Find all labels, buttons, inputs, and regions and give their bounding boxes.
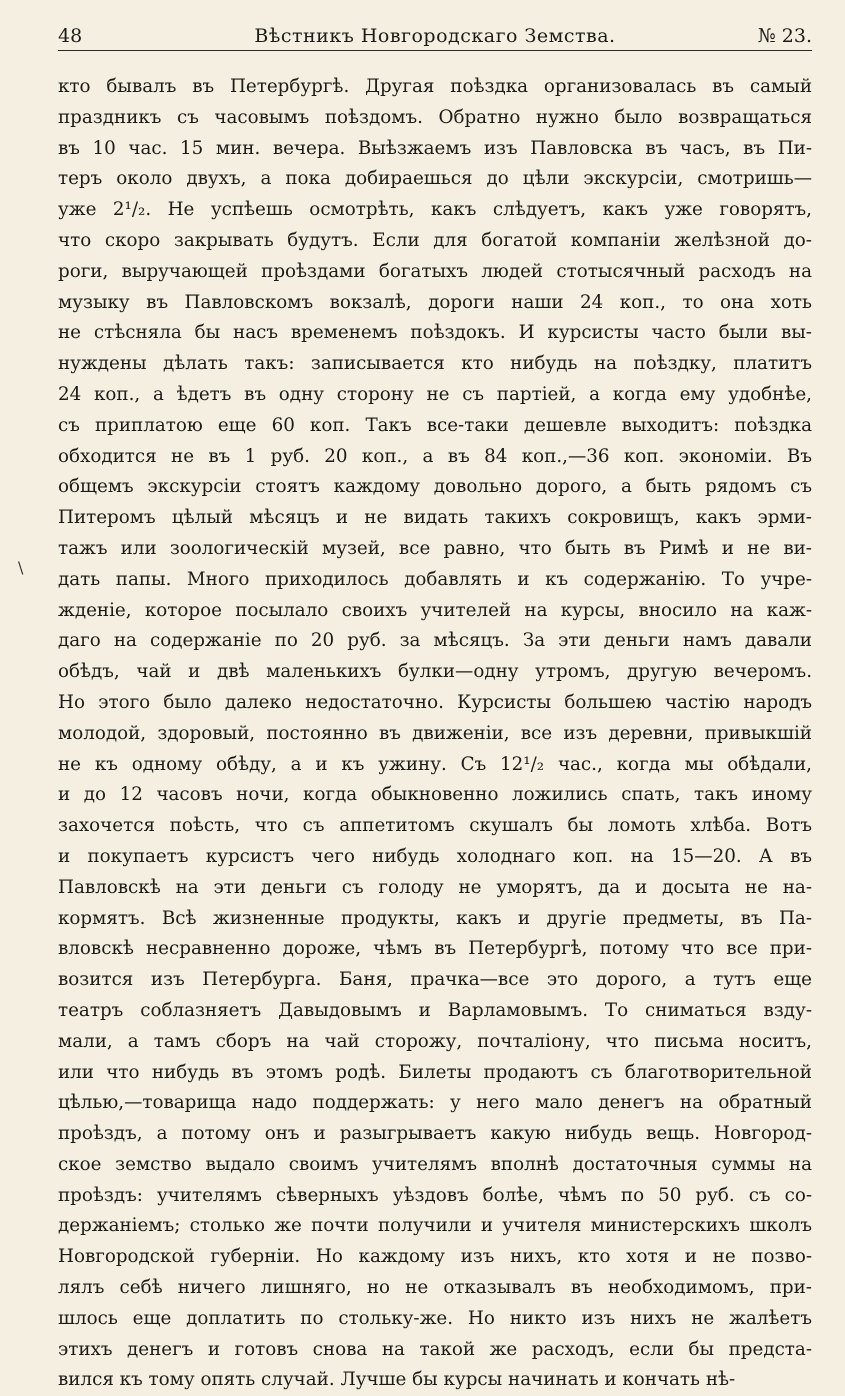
- text-line: съ приплатою еще 60 коп. Такъ все-таки дешевле выходитъ: поѣздка: [58, 414, 812, 436]
- text-line: обходится не въ 1 руб. 20 коп., а въ 84 коп.,—36 коп. экономіи. Въ: [58, 445, 812, 467]
- text-line: мали, а тамъ сборъ на чай сторожу, почталіону, что письма носитъ,: [58, 1030, 812, 1052]
- text-line: Павловскѣ на эти деньги съ голоду не уморятъ, да и досыта не на-: [58, 876, 812, 898]
- text-line: общемъ экскурсіи стоятъ каждому довольно дорого, а быть рядомъ съ: [58, 476, 812, 498]
- text-line: лялъ себѣ ничего лишняго, но не отказывалъ въ необходимомъ, при-: [58, 1277, 812, 1299]
- text-line: 24 коп., а ѣдетъ въ одну сторону не съ партіей, а когда ему удобнѣе,: [58, 383, 812, 405]
- issue-number: № 23.: [757, 25, 812, 47]
- text-line: обѣдъ, чай и двѣ маленькихъ булки—одну утромъ, другую вечеромъ.: [58, 661, 812, 683]
- text-line: въ 10 час. 15 мин. вечера. Выѣзжаемъ изъ Павловска въ часъ, въ Пи-: [58, 137, 812, 159]
- text-line: или что нибудь въ этомъ родѣ. Билеты продаютъ съ благотворительной: [58, 1061, 812, 1083]
- text-line: цѣлью,—товарища надо поддержать: у него мало денегъ на обратный: [58, 1092, 812, 1114]
- text-line: Питеромъ цѣлый мѣсяцъ и не видать такихъ сокровищъ, какъ эрми-: [58, 507, 812, 529]
- text-line: жденіе, которое посылало своихъ учителей на курсы, вносило на каж-: [58, 599, 812, 621]
- text-line: даго на содержаніе по 20 руб. за мѣсяцъ. За эти деньги намъ давали: [58, 630, 812, 652]
- text-line: что скоро закрывать будутъ. Если для богатой компаніи желѣзной до-: [58, 229, 812, 251]
- text-line: не къ одному обѣду, а и къ ужину. Съ 12¹/₂ час., когда мы обѣдали,: [58, 753, 812, 775]
- text-line: и до 12 часовъ ночи, когда обыкновенно ложились спать, такъ иному: [58, 784, 812, 806]
- text-line: захочется поѣсть, что съ аппетитомъ скушалъ бы ломоть хлѣба. Вотъ: [58, 815, 812, 837]
- text-line: роги, выручающей проѣздами богатыхъ людей стотысячный расходъ на: [58, 260, 812, 282]
- text-line: праздникъ съ часовымъ поѣздомъ. Обратно нужно было возвращаться: [58, 106, 812, 128]
- text-line: вловскѣ несравненно дороже, чѣмъ въ Петербургѣ, потому что все при-: [58, 938, 812, 960]
- text-line: ское земство выдало своимъ учителямъ вполнѣ достаточныя суммы на: [58, 1153, 812, 1175]
- running-header: [58, 22, 812, 51]
- page-number: 48: [58, 25, 83, 47]
- text-line: вился къ тому опять случай. Лучше бы курсы начинать и кончать нѣ-: [58, 1369, 736, 1391]
- text-line: шлось еще доплатить по стольку-же. Но никто изъ нихъ не жалѣетъ: [58, 1307, 812, 1329]
- text-line: держаніемъ; столько же почти получили и учителя министерскихъ школъ: [58, 1215, 812, 1237]
- text-line: нуждены дѣлать такъ: записывается кто нибудь на поѣздку, платитъ: [58, 353, 812, 375]
- text-line: проѣздъ: учителямъ сѣверныхъ уѣздовъ болѣе, чѣмъ по 50 руб. съ со-: [58, 1184, 812, 1206]
- text-line: тажъ или зоологическій музей, все равно, что быть въ Римѣ и не ви-: [58, 537, 812, 559]
- text-line: театръ соблазняетъ Давыдовымъ и Варламовымъ. То сниматься взду-: [58, 999, 812, 1021]
- text-line: кормятъ. Всѣ жизненные продукты, какъ и другіе предметы, въ Па-: [58, 907, 812, 929]
- text-line: музыку въ Павловскомъ вокзалѣ, дороги наши 24 коп., то она хоть: [58, 291, 812, 313]
- text-line: кто бывалъ въ Петербургѣ. Другая поѣздка организовалась въ самый: [58, 76, 812, 97]
- text-line: не стѣсняла бы насъ временемъ поѣздокъ. И курсисты часто были вы-: [58, 322, 812, 344]
- text-line: дать папы. Много приходилось добавлять и къ содержанію. То учре-: [58, 568, 812, 590]
- margin-mark: \: [18, 558, 24, 577]
- text-line: возится изъ Петербурга. Баня, прачка—все это дорого, а тутъ еще: [58, 969, 812, 991]
- journal-title: Вѣстникъ Новгородскаго Земства.: [254, 25, 616, 47]
- body-text: [58, 72, 812, 1396]
- text-line: этихъ денегъ и готовъ снова на такой же расходъ, если бы предста-: [58, 1338, 812, 1360]
- text-line: Но этого было далеко недостаточно. Курсисты большею частію народъ: [58, 691, 812, 713]
- text-line: Новгородской губерніи. Но каждому изъ нихъ, кто хотя и не позво-: [58, 1246, 812, 1268]
- text-line: проѣздъ, а потому онъ и разыгрываетъ какую нибудь вещь. Новгород-: [58, 1123, 812, 1145]
- text-line: уже 2¹/₂. Не успѣешь осмотрѣть, какъ слѣдуетъ, какъ уже говорятъ,: [58, 199, 812, 221]
- text-line: молодой, здоровый, постоянно въ движеніи, все изъ деревни, привыкшій: [58, 722, 812, 744]
- text-line: и покупаетъ курсистъ чего нибудь холоднаго коп. на 15—20. А въ: [58, 845, 812, 867]
- text-line: теръ около двухъ, а пока добираешься до цѣли экскурсіи, смотришь—: [58, 168, 812, 190]
